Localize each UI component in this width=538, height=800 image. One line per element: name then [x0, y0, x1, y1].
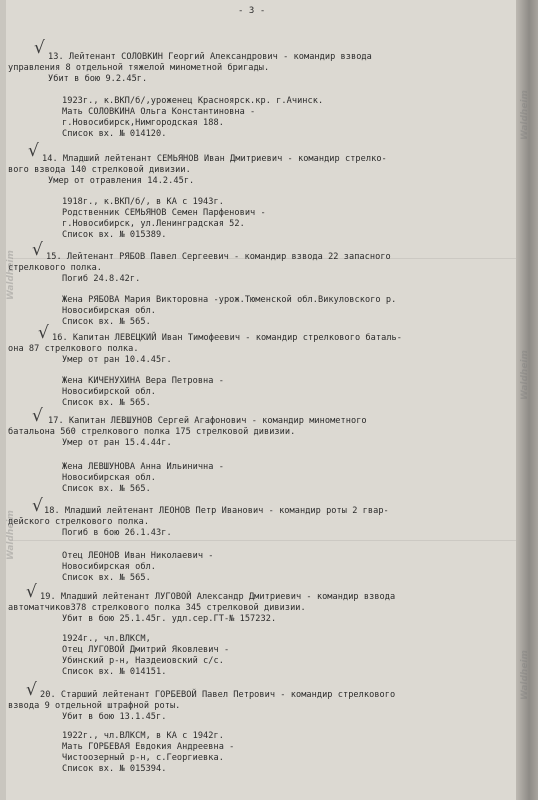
watermark-stamp: Waldheim	[6, 510, 16, 560]
entry-text: 17. Капитан ЛЕВШУНОВ Сергей Агафонович - командир минометного	[48, 416, 367, 426]
entry-text: Жена ЛЕВШУНОВА Анна Ильинична -	[62, 462, 224, 472]
checkmark-icon: √	[26, 582, 37, 602]
checkmark-icon: √	[26, 680, 37, 700]
watermark-stamp: Waldheim	[520, 650, 530, 700]
entry-text: Чистоозерный р-н, с.Георгиевка.	[62, 753, 224, 763]
entry-text: Погиб в бою 26.1.43г.	[62, 528, 172, 538]
entry-text: дейского стрелкового полка.	[8, 517, 150, 527]
entry-text: 1923г., к.ВКП/б/,уроженец Красноярск.кр. г.Ачинск.	[62, 96, 324, 106]
entry-text: 13. Лейтенант СОЛОВКИН Георгий Александрович - командир взвода	[48, 52, 372, 62]
checkmark-icon: √	[32, 496, 43, 516]
entry-text: взвода 9 отдельной штрафной роты.	[8, 701, 181, 711]
entry-text: Умер от ран 15.4.44г.	[62, 438, 172, 448]
checkmark-icon: √	[38, 323, 49, 343]
entry-text: стрелкового полка.	[8, 263, 103, 273]
checkmark-icon: √	[34, 38, 45, 58]
entry-text: Список вх. № 014151.	[62, 667, 167, 677]
document-page	[6, 0, 516, 800]
entry-text: Новосибирской обл.	[62, 387, 157, 397]
entry-text: Жена КИЧЕНУХИНА Вера Петровна -	[62, 376, 224, 386]
entry-text: она 87 стрелкового полка.	[8, 344, 139, 354]
entry-text: 20. Старший лейтенант ГОРБЕВОЙ Павел Петрович - командир стрелкового	[40, 690, 396, 700]
entry-text: г.Новосибирск, ул.Ленинградская 52.	[62, 219, 245, 229]
entry-text: Жена РЯБОВА Мария Викторовна -урож.Тюменской обл.Викуловского р.	[62, 295, 397, 305]
entry-text: Список вх. № 565.	[62, 573, 151, 583]
checkmark-icon: √	[32, 406, 43, 426]
entry-text: батальона 560 стрелкового полка 175 стрелковой дивизии.	[8, 427, 296, 437]
entry-text: Новосибирская обл.	[62, 562, 157, 572]
entry-text: 1918г., к.ВКП/б/, в КА с 1943г.	[62, 197, 224, 207]
entry-text: Убит в бою 9.2.45г.	[48, 74, 148, 84]
entry-text: управления 8 отдельной тяжелой минометной бригады.	[8, 63, 270, 73]
entry-text: Список вх. № 015394.	[62, 764, 167, 774]
entry-text: 14. Младший лейтенант СЕМЬЯНОВ Иван Дмитриевич - командир стрелко-	[42, 154, 387, 164]
entry-text: Убит в бою 25.1.45г. удл.сер.ГТ-№ 157232.	[62, 614, 277, 624]
watermark-stamp: Waldheim	[6, 250, 16, 300]
entry-text: Список вх. № 565.	[62, 484, 151, 494]
checkmark-icon: √	[28, 141, 39, 161]
entry-text: г.Новосибирск,Нимгородская 188.	[62, 118, 224, 128]
entry-text: Умер от ран 10.4.45г.	[62, 355, 172, 365]
entry-text: 1924г., чл.ВЛКСМ,	[62, 634, 151, 644]
entry-text: Новосибирская обл.	[62, 306, 157, 316]
paper-crease	[12, 540, 516, 541]
watermark-stamp: Waldheim	[520, 90, 530, 140]
watermark-stamp: Waldheim	[520, 350, 530, 400]
entry-text: Убинский р-н, Наздеиовский с/с.	[62, 656, 224, 666]
entry-text: Умер от отравления 14.2.45г.	[48, 176, 195, 186]
entry-text: Мать ГОРБЕВАЯ Евдокия Андреевна -	[62, 742, 235, 752]
entry-text: Убит в бою 13.1.45г.	[62, 712, 167, 722]
entry-text: Список вх. № 014120.	[62, 129, 167, 139]
entry-text: Погиб 24.8.42г.	[62, 274, 141, 284]
entry-text: 1922г., чл.ВЛКСМ, в КА с 1942г.	[62, 731, 224, 741]
entry-text: 18. Младший лейтенант ЛЕОНОВ Петр Иванович - командир роты 2 гвар-	[44, 506, 389, 516]
entry-text: Список вх. № 565.	[62, 317, 151, 327]
entry-text: Отец ЛУГОВОЙ Дмитрий Яковлевич -	[62, 645, 230, 655]
entry-text: Новосибирская обл.	[62, 473, 157, 483]
entry-text: Родственник СЕМЬЯНОВ Семен Парфенович -	[62, 208, 266, 218]
checkmark-icon: √	[32, 240, 43, 260]
entry-text: Список вх. № 015389.	[62, 230, 167, 240]
entry-text: автоматчиков378 стрелкового полка 345 стрелковой дивизии.	[8, 603, 306, 613]
page-number: - 3 -	[238, 6, 266, 16]
entry-text: Отец ЛЕОНОВ Иван Николаевич -	[62, 551, 214, 561]
entry-text: вого взвода 140 стрелковой дивизии.	[8, 165, 191, 175]
entry-text: Мать СОЛОВКИНА Ольга Константиновна -	[62, 107, 256, 117]
entry-text: 15. Лейтенант РЯБОВ Павел Сергеевич - командир взвода 22 запасного	[46, 252, 391, 262]
entry-text: 16. Капитан ЛЕВЕЦКИЙ Иван Тимофеевич - командир стрелкового баталь-	[52, 333, 402, 343]
entry-text: 19. Младший лейтенант ЛУГОВОЙ Александр Дмитриевич - командир взвода	[40, 592, 396, 602]
entry-text: Список вх. № 565.	[62, 398, 151, 408]
